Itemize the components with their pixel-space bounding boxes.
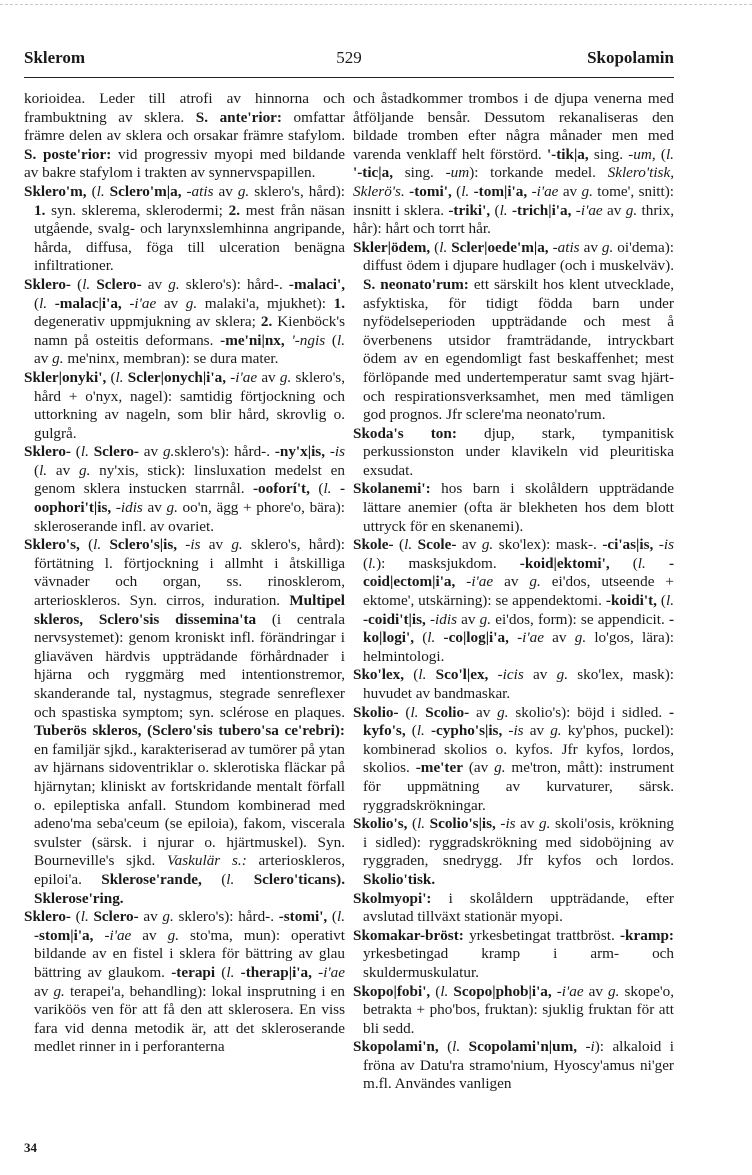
entry-text: terapei'a, behandling): lokal insprutning i en variköös ven för att få den att skleroserа. En viss fara vid denna metodik är, att det skleroserande medlet rinner in i perforanterna <box>34 982 345 1056</box>
entry-headword: Sko'lex, <box>353 666 405 684</box>
entry-italic: l. <box>439 238 448 256</box>
entry-text: (i centrala nervsystemet): genom kroniskt infl. förändringar i gliaväven härdvis uppträdande förhårdnader i hjärna och ryggmärg med intentionstremor, skanderande tal, nystagmus, stegrade senreflexer och spastiska symptom; syn. sclérose en plaques. <box>34 610 345 721</box>
entry-headword: Sklerose'rande, <box>101 870 202 888</box>
entry-text <box>285 332 292 349</box>
entry-headword: -cypho's|is, <box>430 722 503 740</box>
entry-text: av <box>515 815 540 833</box>
entry-headword: Skopolami'n, <box>353 1038 439 1056</box>
entry-italic: g. <box>581 182 593 200</box>
entry-text: ( <box>325 331 337 349</box>
entry-text: ei'dos, form): se appendicit. <box>491 610 669 628</box>
dictionary-entry <box>24 908 345 1057</box>
entry-headword: Sclero- <box>93 443 139 461</box>
entry-headword: -ci'as|is, <box>602 536 654 554</box>
entry-italic: l. <box>410 703 419 721</box>
entry-text: sklero's, hård + o'nyx, nagel): samtidig förtjockning och uttorkning av nageln, som blir hård, skrovlig o. gulgrå. <box>34 368 345 442</box>
entry-text: me'tron, mått): instrument för uppmätning av kurvaturer, särsk. ryggradskrökningar. <box>363 759 674 814</box>
entry-headword: -ny'x|is, <box>274 443 326 461</box>
entry-headword: Skole- <box>353 536 394 554</box>
entry-italic: l. <box>82 275 91 293</box>
entry-italic: g. <box>166 499 178 517</box>
dictionary-entry <box>24 536 345 908</box>
entry-italic: l. <box>452 1038 461 1056</box>
entry-italic: l. <box>226 963 235 981</box>
entry-text: ( <box>430 982 441 1000</box>
entry-headword: Sklero- <box>24 275 71 293</box>
left-column <box>24 90 345 1120</box>
entry-text: sko'lex): mask-. <box>493 536 603 554</box>
entry-headword: -stomi', <box>278 908 328 926</box>
entry-headword: -kyfo's, <box>363 703 674 740</box>
entry-text: ( <box>451 182 462 200</box>
entry-text: syn. sklerema, sklerodermi; <box>45 201 229 219</box>
entry-text: av <box>602 201 626 219</box>
entry-italic: g. <box>167 926 179 944</box>
entry-italic: g. <box>185 294 198 312</box>
entry-italic: l. <box>323 480 332 498</box>
entry-headword: Skopo|fobi', <box>353 982 431 1000</box>
entry-italic: -i'ae <box>230 368 258 386</box>
entry-headword: S. poste'rior: <box>24 145 112 163</box>
entry-italic: g. <box>479 610 492 628</box>
entry-headword: Skolanemi': <box>353 480 431 498</box>
entry-headword: Sclero- <box>96 275 142 293</box>
entry-italic: -is <box>500 815 516 833</box>
entry-text: skope'o, betrakta + pho'bos, fruktan): sjuklig fruktan för att bli sedd. <box>363 982 674 1037</box>
entry-italic: l. <box>637 554 646 572</box>
entry-text: hos barn i skolåldern uppträdande lättare anemier (ofta är blekheten hos dem blott uttryck för en skenanemi). <box>363 480 674 535</box>
entry-italic: -i'ae <box>104 926 132 944</box>
entry-headword: -me'ni|nx, <box>220 331 285 349</box>
entry-italic: g. <box>237 182 250 200</box>
entry-headword: -malac|i'a, <box>54 294 122 312</box>
entry-headword: Tuberös skleros, (Sclero'sis tubero'sa ce'rebri): <box>34 722 345 740</box>
entry-headword: -trich|i'a, <box>511 201 572 219</box>
header-first-entry: Sklerom <box>24 48 86 67</box>
entry-text: av <box>558 182 582 200</box>
entry-headword: Sklero's, <box>24 536 80 554</box>
entry-text <box>509 629 517 646</box>
entry-italic: g. <box>79 461 91 479</box>
entry-headword: Scolio's|is, <box>429 815 496 833</box>
entry-headword: Sclero's|is, <box>109 536 178 554</box>
entry-text: ( <box>398 703 411 721</box>
entry-text: ( <box>70 908 81 926</box>
entry-text: av <box>523 666 557 684</box>
entry-headword: -koid|ektomi', <box>519 554 610 572</box>
entry-italic: l. <box>499 201 508 219</box>
entry-italic: g. <box>168 275 180 293</box>
entry-italic: g. <box>574 629 587 647</box>
entry-italic: g. <box>608 982 620 1000</box>
entry-text: ): torkande medel. <box>469 164 608 182</box>
entry-headword: Skoda's ton: <box>353 424 457 442</box>
entry-italic: '-ngis <box>291 331 326 349</box>
entry-text: av <box>456 536 482 554</box>
entry-italic: -i'ae <box>556 982 584 1000</box>
entry-headword: Sklero- <box>24 908 71 926</box>
entry-text <box>435 629 443 646</box>
entry-headword: Skolio'tisk. <box>363 870 436 888</box>
entry-text: i skolåldern uppträdande, efter avslutad tillväxt stationär myopi. <box>363 889 674 926</box>
entry-italic: g. <box>162 908 174 926</box>
entry-text <box>488 666 497 683</box>
dictionary-entry <box>353 815 674 889</box>
entry-italic: -idis <box>115 499 143 517</box>
entry-text: oi'dema): diffust ödem i djupare hudlager (och i muskelväv). <box>363 238 674 275</box>
entry-text: ): alkaloid i fröna av Datu'ra stramo'nium, Hyoscy'amus ni'ger m.fl. Användes vanligen <box>363 1038 674 1093</box>
entry-text: av <box>47 461 79 479</box>
entry-text: skolio's): böjd i sidled. <box>508 703 669 721</box>
entry-italic: -atis <box>186 182 214 200</box>
entry-italic: -i'ae <box>466 573 494 591</box>
entry-headword: -coidi't|is, <box>363 610 426 628</box>
entry-text <box>331 480 339 497</box>
dictionary-entry <box>353 480 674 536</box>
entry-text: sklero's): hård-. <box>173 908 279 926</box>
entry-headword: Scole- <box>417 536 457 554</box>
entry-text: ( <box>430 238 440 256</box>
entry-text: ( <box>407 815 418 833</box>
entry-text: ( <box>34 294 40 312</box>
entry-headword: -koidi't, <box>605 592 657 610</box>
entry-headword: Scopo|phob|i'a, <box>453 982 552 1000</box>
entry-italic: g. <box>279 368 292 386</box>
entry-italic: g. <box>53 982 65 1000</box>
entry-headword: 2. <box>260 313 273 331</box>
entry-text: av <box>34 982 54 1000</box>
entry-italic: l. <box>336 331 345 349</box>
entry-text: ett särskilt hos klent utvecklade, asfyktiska, för tidigt födda barn under nyfödelseperioden uppträdande och mest å överbenens utsidor framträdande, intryckbart ödem av en egendomligt fast beskaffenhet; mest förlöpande med undertemperatur samt svag hjärt- och respirationsverksamhet, men med tämligen god prognos. Jfr sclere'ma neonato'rum. <box>363 275 674 424</box>
running-header <box>24 48 674 70</box>
entry-italic: l. <box>418 666 427 684</box>
entry-text: oo'n, ägg + phore'o, bära): skleroserande infl. av ovariet. <box>34 499 345 535</box>
entry-text: ( <box>404 666 419 684</box>
entry-italic: -i'ae <box>531 182 559 200</box>
entry-italic: l. <box>368 554 377 572</box>
dictionary-entry <box>353 536 674 666</box>
entry-headword: Scler|oede'm|a, <box>451 238 549 256</box>
entry-italic: -is <box>185 536 201 554</box>
entry-headword: Multipel skleros, Sclero'sis dissemina'ta <box>34 592 345 628</box>
dictionary-entry <box>353 90 674 239</box>
entry-text: av <box>543 629 575 647</box>
entry-headword: -tom|i'a, <box>473 182 528 200</box>
entry-text: sklero's): hård-. <box>179 275 289 293</box>
entry-text: ( <box>79 536 94 554</box>
dictionary-entry <box>24 90 345 183</box>
entry-headword: Sklerose'ring. <box>34 889 124 907</box>
entry-text: yrkesbetingad kramp i arm- och skuldermuskulatur. <box>363 945 674 981</box>
entry-italic: g. <box>481 536 494 554</box>
entry-italic: l. <box>336 908 345 926</box>
entry-text: sto'ma, mun): operativt bildande av en fistel i sklera för bättring av glau bättring av glaukom. <box>34 926 345 981</box>
entry-text: ( <box>70 443 81 461</box>
entry-text: ( <box>656 592 666 610</box>
entry-text: av <box>138 443 163 461</box>
entry-text <box>47 295 55 312</box>
entry-text <box>646 555 669 572</box>
dictionary-entry <box>353 1038 674 1094</box>
entry-italic: l. <box>417 815 426 833</box>
entry-italic: g. <box>556 666 568 684</box>
entry-italic: l. <box>404 536 413 554</box>
entry-headword: '-tik|a, <box>546 145 589 163</box>
entry-text: me'ninx, membran): se dura mater. <box>63 350 279 368</box>
entry-headword: -me'ter <box>415 759 463 777</box>
entry-headword: -oophori't|is, <box>34 480 345 517</box>
entry-headword: S. ante'rior: <box>195 108 282 126</box>
entry-text <box>426 666 435 683</box>
entry-italic: l. <box>427 629 436 647</box>
right-column <box>353 90 674 1120</box>
entry-text: degenerativ uppmjukning av sklera; <box>34 313 261 331</box>
dictionary-entry <box>353 239 674 425</box>
dictionary-entry <box>24 369 345 443</box>
entry-headword: Sclero- <box>93 908 139 926</box>
entry-text: ( <box>490 201 500 219</box>
entry-italic: l. <box>39 294 48 312</box>
entry-text: thrix, hår): hårt och torrt hår. <box>353 201 674 238</box>
entry-headword: Scopolami'n|um, <box>468 1038 578 1056</box>
entry-headword: Skler|ödem, <box>353 238 431 256</box>
entry-headword: 1. <box>34 201 46 219</box>
dictionary-entry <box>24 443 345 536</box>
entry-headword: Scler|onych|i'a, <box>127 368 227 386</box>
entry-text: av <box>583 982 609 1000</box>
entry-text: ( <box>34 461 40 479</box>
entry-headword: -therap|i'a, <box>240 963 312 981</box>
entry-headword: Scolio- <box>425 703 470 721</box>
entry-italic: l. <box>665 145 674 163</box>
entry-italic: Sklero'tisk, Sklerö's. <box>353 164 674 200</box>
header-rule <box>24 77 674 78</box>
entry-text: lo'gos, lära): helmintologi. <box>363 629 674 665</box>
entry-text: av <box>579 238 602 256</box>
entry-text: mest från näsan utgående, svalg- och larynxslemhinna angripande, hårda, diffusa, föga till ulceration benägna infiltrationer. <box>34 201 345 275</box>
entry-text: sklero's, hård): förtätning l. förtjockning i allmht i åtskilliga vävnader och organ, ss. rinosklerom, arterioskleros. Syn. cirros, induration. <box>34 536 345 610</box>
entry-italic: g. <box>52 350 64 368</box>
entry-italic: g. <box>539 815 551 833</box>
entry-headword: Sklero- <box>24 443 71 461</box>
entry-headword: S. neonato'rum: <box>363 275 469 293</box>
entry-italic: l. <box>226 870 235 888</box>
entry-headword: -kramp: <box>620 926 674 944</box>
entry-text: av <box>457 610 480 628</box>
entry-italic: -atis <box>552 238 580 256</box>
entry-text <box>460 1038 468 1055</box>
entry-text: av <box>142 499 167 517</box>
header-last-entry: Skopolamin <box>587 48 674 67</box>
entry-headword: Sclero'm|a, <box>109 182 182 200</box>
entry-italic: -i <box>585 1038 595 1056</box>
entry-headword: Skolio's, <box>353 815 408 833</box>
dictionary-entry <box>353 927 674 983</box>
entry-italic: l. <box>416 722 425 740</box>
entry-text: av <box>200 536 232 554</box>
entry-text: ( <box>609 554 638 572</box>
entry-text: och åstadkommer trombos i de djupa venerna med åtföljande bensår. Dessutom rekanaliseras den bildade tromben efter några månader men med varenda venklaff helt förstörd. <box>353 90 674 163</box>
entry-text: arterioskleros, epiloi'a. <box>34 852 345 888</box>
entry-text: djup, stark, tympanitisk perkussionston under klavikeln vid pleuritiska exsudat. <box>363 424 674 479</box>
entry-italic: -is <box>658 536 674 554</box>
entry-italic: -i'ae <box>517 629 544 647</box>
entry-text: av <box>156 294 186 312</box>
entry-italic: g. <box>550 722 562 740</box>
entry-italic: l. <box>96 182 105 200</box>
entry-headword: Skomakar-bröst: <box>353 926 464 944</box>
dictionary-entry <box>24 276 345 369</box>
entry-text: en familjär sjkd., karakteriserad av tumörer på ytan av hjärnans sidoventriklar o. sklerotiska fläckar på hjärnytan; kliniskt av fortskridande mentalt förfall o. epileptiska anfall. Stundom kombinerad med adeno'ma seba'ceum (se epiloia), fakom, viscerala svulster (särsk. i njurar o. hjärtmuskel). Syn. Bourneville's sjkd. <box>34 740 345 870</box>
entry-italic: -icis <box>497 666 524 684</box>
entry-text: ( <box>363 554 369 572</box>
entry-italic: -i'ae <box>575 201 603 219</box>
entry-italic: g. <box>601 238 614 256</box>
dictionary-entry <box>353 666 674 703</box>
entry-text: av <box>138 908 163 926</box>
entry-italic: g. <box>625 201 638 219</box>
scan-top-edge <box>0 4 752 5</box>
entry-italic: -um, <box>628 145 656 163</box>
entry-text: malaki'a, mjukhet): <box>197 294 334 312</box>
entry-italic: g. <box>162 443 175 461</box>
entry-italic: -idis <box>429 610 457 628</box>
entry-headword: Sclero'ticans). <box>253 870 345 888</box>
entry-headword: -tomi', <box>409 182 452 200</box>
entry-text: ( <box>414 629 428 647</box>
entry-text: ( <box>86 182 97 200</box>
dictionary-entry <box>353 890 674 927</box>
entry-headword: '-tic|a, <box>353 164 394 182</box>
entry-text: omfattar främre delen av sklera och orsakar främre stafylom. <box>24 108 345 145</box>
entry-text: av <box>131 926 168 944</box>
entry-text: sing. <box>393 164 446 182</box>
entry-text: sko'lex, mask): huvudet av bandmaskar. <box>363 666 674 702</box>
dictionary-entry <box>24 183 345 276</box>
entry-italic: l. <box>440 982 449 1000</box>
entry-headword: -stom|i'a, <box>34 926 94 944</box>
entry-headword: Sklero'm, <box>24 182 87 200</box>
entry-text: korioidea. Leder till atrofi av hinnorna och frambuktning av sklera. <box>24 90 345 126</box>
entry-italic: g. <box>497 703 509 721</box>
entry-headword: -terapi <box>171 963 216 981</box>
entry-text: av <box>493 573 530 591</box>
entry-italic: g. <box>494 759 506 777</box>
entry-text: av <box>213 182 238 200</box>
entry-text: Kienböck's namn på osteitis deformans. <box>34 313 345 349</box>
entry-headword: -triki', <box>448 201 491 219</box>
entry-text: (av <box>462 759 495 777</box>
entry-text: vid progressiv myopi med bildande av bakre stafylom i trakten av synnervspapillen. <box>24 145 345 182</box>
entry-text: ( <box>201 870 227 888</box>
entry-text: av <box>34 350 53 368</box>
entry-text: sing. <box>588 145 629 163</box>
entry-text: sklero's, hård): <box>249 182 345 200</box>
dictionary-entry <box>353 704 674 816</box>
entry-text: skoli'osis, krökning i sidled): ryggradskrökning med sidoböjning av ryggraden, snedrygg. Jfr kyfos och lordos. <box>363 815 674 870</box>
entry-italic: g. <box>529 573 541 591</box>
entry-italic: l. <box>80 443 89 461</box>
page-number: 529 <box>336 48 362 67</box>
entry-italic: -i'ae <box>318 963 345 981</box>
entry-italic: g. <box>231 536 243 554</box>
entry-italic: l. <box>461 182 470 200</box>
entry-italic: -is <box>508 722 524 740</box>
entry-text <box>455 573 466 590</box>
entry-text: tome', snitt): insnitt i sklera. <box>353 182 674 219</box>
entry-italic: l. <box>80 908 89 926</box>
entry-headword: Skler|onyki', <box>24 368 107 386</box>
entry-headword: Skolio- <box>353 703 399 721</box>
entry-text: ( <box>655 145 666 163</box>
entry-italic: l. <box>93 536 102 554</box>
entry-text: av <box>141 275 169 293</box>
entry-text <box>234 871 253 888</box>
entry-text: ky'phos, puckel): kombinerad skolios o. kyfos. Jfr kyfos, lordos, skolios. <box>363 722 674 777</box>
entry-text <box>93 927 104 944</box>
entry-headword: -co|log|i'a, <box>443 629 509 647</box>
dictionary-entry <box>353 425 674 481</box>
entry-text: yrkesbetingat trattbröst. <box>463 926 620 944</box>
entry-italic: Vaskulär s.: <box>167 852 247 870</box>
entry-italic: -is <box>329 443 345 461</box>
entry-italic: l. <box>665 592 674 610</box>
entry-headword: 2. <box>228 201 241 219</box>
entry-headword: -ko|logi', <box>363 610 674 647</box>
entry-text: ( <box>215 963 227 981</box>
entry-text: ( <box>438 1038 453 1056</box>
entry-italic: l. <box>115 368 124 386</box>
entry-text: ei'dos, utseende + ektome', utskärning): se appendektomi. <box>363 573 674 610</box>
sheet-signature: 34 <box>24 1140 37 1155</box>
entry-headword: -malaci', <box>288 275 345 293</box>
entry-text: av <box>523 722 551 740</box>
entry-headword: Skolmyopi': <box>353 889 432 907</box>
entry-headword: 1. <box>333 294 345 312</box>
entry-italic: l. <box>39 461 48 479</box>
entry-text: av <box>257 368 280 386</box>
entry-text: ny'xis, stick): linsluxation medelst en genom sklera instucken starrnål. <box>34 461 345 498</box>
entry-headword: Sco'l|ex, <box>435 666 489 684</box>
entry-text: ( <box>70 275 83 293</box>
entry-text: sklero's): hård-. <box>174 443 275 461</box>
entry-text: av <box>469 703 498 721</box>
entry-text: ): masksjukdom. <box>376 554 520 572</box>
entry-headword: -coid|ectom|i'a, <box>363 554 674 591</box>
entry-italic: -um <box>445 164 470 182</box>
entry-headword: -ooforí't, <box>252 480 310 498</box>
entry-text: ( <box>327 908 337 926</box>
entry-text: ( <box>405 722 417 740</box>
entry-text: ( <box>106 368 116 386</box>
dictionary-entry <box>353 983 674 1039</box>
entry-italic: -i'ae <box>129 294 157 312</box>
entry-text: ( <box>393 536 405 554</box>
entry-text: ( <box>309 480 324 498</box>
